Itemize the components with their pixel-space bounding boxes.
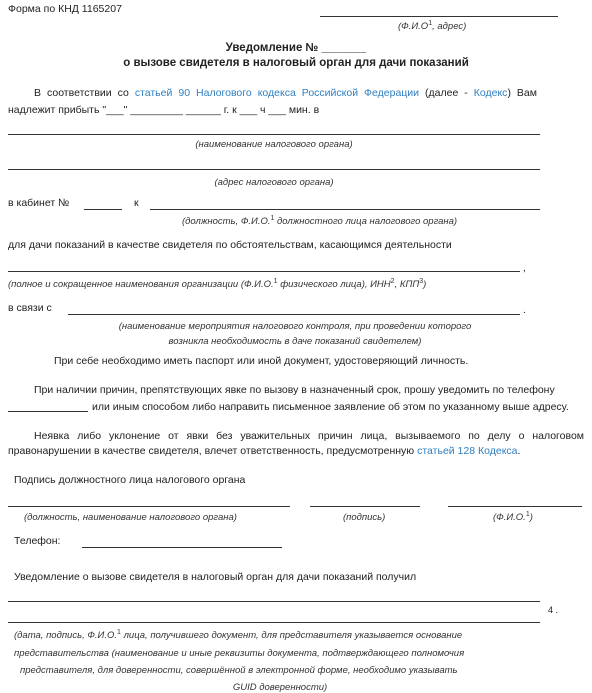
organization-line bbox=[8, 271, 520, 272]
testimony-text: для дачи показаний в качестве свидетеля по обстоятельствам, касающимся деятельности bbox=[8, 239, 452, 251]
intro-line-1: В соответствии со статьей 90 Налогового кодекса Российской Федерации (далее - Кодекс) Вам bbox=[34, 87, 537, 99]
tax-authority-name-line bbox=[8, 134, 540, 135]
cabinet-number-line bbox=[84, 209, 122, 210]
sign-fio-line bbox=[448, 506, 582, 507]
addressee-caption: ($Ф.И.О^1$, адрес) bbox=[398, 19, 467, 32]
receipt-caption-line-4: GUID доверенности) bbox=[232, 682, 328, 693]
to-label: к bbox=[134, 197, 139, 209]
sign-position-caption: (должность, наименование налогового органа) bbox=[24, 512, 237, 523]
control-event-line bbox=[68, 314, 520, 315]
liability-line-2: правонарушении в качестве свидетеля, влечет ответственность, предусмотренную статьей 128 Кодекса. bbox=[8, 445, 521, 457]
received-text: Уведомление о вызове свидетеля в налоговый орган для дачи показаний получил bbox=[14, 571, 417, 583]
sign-signature-line bbox=[310, 506, 420, 507]
footnote-4: 4 . bbox=[548, 605, 559, 615]
passport-text: При себе необходимо иметь паспорт или иной документ, удостоверяющий личность. bbox=[54, 355, 469, 367]
received-line-2 bbox=[8, 622, 540, 623]
cabinet-label: в кабинет № bbox=[8, 197, 70, 209]
phone-label: Телефон: bbox=[14, 535, 61, 547]
sign-signature-caption: (подпись) bbox=[343, 512, 386, 523]
control-event-caption-line-1: (наименование мероприятия налогового контроля, при проведении которого bbox=[118, 321, 472, 332]
received-line-1 bbox=[8, 601, 540, 602]
reasons-line-1: При наличии причин, препятствующих явке по вызову в назначенный срок, прошу уведомить по телефону bbox=[34, 384, 555, 396]
document-title: Уведомление № _______ bbox=[225, 42, 367, 54]
organization-caption: (полное и сокращенное наименования организации (Ф.И.О.$^1$ физического лица), ИНН$^2$, КПП$^3$) bbox=[8, 277, 427, 290]
liability-line-1: Неявка либо уклонение от явки без уважительных причин лица, вызываемого по делу о налоговом bbox=[34, 430, 584, 442]
intro-line-2: надлежит прибыть "___" _________ ______ г. к ___ ч ___ мин. в bbox=[8, 104, 320, 116]
addressee-line bbox=[320, 16, 558, 17]
document-subtitle: о вызове свидетеля в налоговый орган для дачи показаний bbox=[123, 57, 469, 69]
tax-authority-address-line bbox=[8, 169, 540, 170]
receipt-caption-line-1: (дата, подпись, Ф.И.О.$^1$ лица, получившего документ, для представителя указывается основание bbox=[14, 628, 463, 641]
official-line bbox=[150, 209, 540, 210]
control-event-caption-line-2: возникла необходимость в даче показаний свидетелем) bbox=[168, 336, 422, 347]
receipt-caption-line-2: представительства (наименование и иные реквизиты документа, подтверждающего полномочия bbox=[14, 648, 465, 659]
tax-authority-address-caption: (адрес налогового органа) bbox=[214, 177, 334, 188]
organization-comma: , bbox=[523, 262, 526, 274]
reasons-line-2: или иным способом либо направить письменное заявление об этом по указанному выше адресу. bbox=[92, 401, 569, 413]
code-link[interactable]: Кодекс bbox=[473, 87, 508, 99]
control-event-period: . bbox=[523, 304, 526, 316]
due-to-label: в связи с bbox=[8, 302, 52, 314]
official-caption: (должность, Ф.И.О.$^1$ должностного лица налогового органа) bbox=[182, 214, 458, 227]
article-128-link[interactable]: статьей 128 Кодекса bbox=[417, 445, 518, 457]
form-number: Форма по КНД 1165207 bbox=[8, 3, 122, 15]
signature-label: Подпись должностного лица налогового органа bbox=[14, 474, 246, 486]
receipt-caption-line-3: представителя, для доверенности, совершённой в электронной форме, необходимо указывать bbox=[20, 665, 458, 676]
phone-number-line bbox=[8, 411, 88, 412]
article-90-link[interactable]: статьей 90 Налогового кодекса Российской Федерации bbox=[134, 87, 420, 99]
phone-line bbox=[82, 547, 282, 548]
sign-position-line bbox=[8, 506, 290, 507]
sign-fio-caption: (Ф.И.О.$^1$) bbox=[493, 510, 533, 523]
tax-authority-name-caption: (наименование налогового органа) bbox=[195, 139, 353, 150]
